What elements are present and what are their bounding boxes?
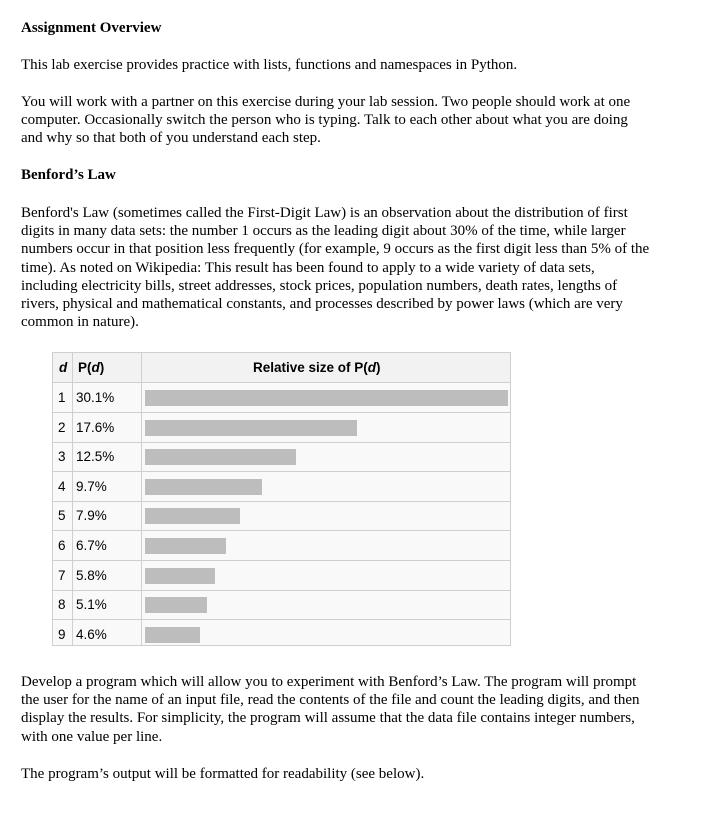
table-row [53, 472, 510, 502]
relative-size-bar [145, 479, 262, 495]
probability-cell: 6.7% [76, 538, 107, 553]
table-row [53, 442, 510, 472]
intro-paragraph: This lab exercise provides practice with lists, functions and namespaces in Python. [21, 57, 518, 73]
header-relative-size: Relative size of P(d) [253, 360, 381, 375]
table-row [53, 561, 510, 591]
paragraph-line: You will work with a partner on this exercise during your lab session. Two people should work at one [21, 94, 631, 110]
relative-size-bar [145, 568, 215, 584]
benford-distribution-table [52, 352, 511, 646]
digit-cell: 6 [58, 538, 66, 553]
table-row [53, 383, 510, 413]
assignment-overview-heading: Assignment Overview [21, 20, 162, 36]
develop-paragraph [21, 673, 701, 746]
probability-cell: 4.6% [76, 626, 107, 642]
paragraph-line: the user for the name of an input file, read the contents of the file and count the leading digits, and then [21, 692, 640, 709]
digit-cell: 3 [58, 449, 66, 465]
paragraph-line: numbers occur in that position less frequently (for example, 9 occurs as the first digit less than 5% of the [21, 241, 650, 258]
paragraph-line: with one value per line. [21, 728, 163, 745]
table-row [53, 531, 510, 561]
probability-cell: 17.6% [76, 419, 115, 435]
header-d: d [59, 360, 68, 375]
probability-cell: 5.8% [76, 567, 107, 583]
relative-size-bar [145, 538, 226, 554]
relative-size-bar [145, 597, 207, 613]
relative-size-bar [145, 449, 296, 465]
paragraph-line: including electricity bills, street addresses, stock prices, population numbers, death rates, lengths of [21, 277, 618, 294]
table-header [53, 353, 510, 383]
probability-cell: 30.1% [76, 390, 115, 405]
column-divider [72, 353, 73, 645]
paragraph-line: Benford's Law (sometimes called the First-Digit Law) is an observation about the distribution of first [21, 205, 628, 221]
column-divider [141, 353, 142, 645]
benford-paragraph [21, 204, 701, 331]
probability-cell: 9.7% [76, 478, 107, 494]
probability-cell: 7.9% [76, 508, 107, 524]
table-row [53, 501, 510, 531]
header-pd: P(d) [78, 360, 105, 375]
paragraph-line: rivers, physical and mathematical constants, and processes described by power laws (which are very [21, 296, 623, 313]
partner-paragraph [21, 93, 701, 148]
table-row [53, 620, 510, 650]
paragraph-line: display the results. For simplicity, the program will assume that the data file contains integer numbers, [21, 710, 635, 727]
digit-cell: 7 [58, 567, 66, 583]
relative-size-bar [145, 627, 200, 643]
relative-size-bar [145, 508, 240, 524]
digit-cell: 9 [58, 626, 66, 642]
probability-cell: 5.1% [76, 597, 107, 613]
paragraph-line: computer. Occasionally switch the person who is typing. Talk to each other about what you are doing [21, 112, 628, 129]
paragraph-line: and why so that both of you understand each step. [21, 130, 321, 147]
paragraph-line: time). As noted on Wikipedia: This result has been found to apply to a wide variety of data sets, [21, 259, 595, 276]
relative-size-bar [145, 390, 508, 406]
table-row [53, 413, 510, 443]
paragraph-line: Develop a program which will allow you to experiment with Benford’s Law. The program will prompt [21, 674, 637, 690]
paragraph-line: common in nature). [21, 314, 139, 331]
benfords-law-heading: Benford’s Law [21, 167, 116, 183]
digit-cell: 5 [58, 508, 66, 524]
output-note-paragraph: The program’s output will be formatted for readability (see below). [21, 766, 425, 782]
digit-cell: 2 [58, 419, 66, 435]
digit-cell: 8 [58, 597, 66, 613]
relative-size-bar [145, 420, 357, 436]
digit-cell: 4 [58, 478, 66, 494]
table-row [53, 590, 510, 620]
digit-cell: 1 [58, 390, 66, 405]
probability-cell: 12.5% [76, 449, 115, 465]
paragraph-line: digits in many data sets: the number 1 occurs as the leading digit about 30% of the time, while larger [21, 223, 626, 240]
